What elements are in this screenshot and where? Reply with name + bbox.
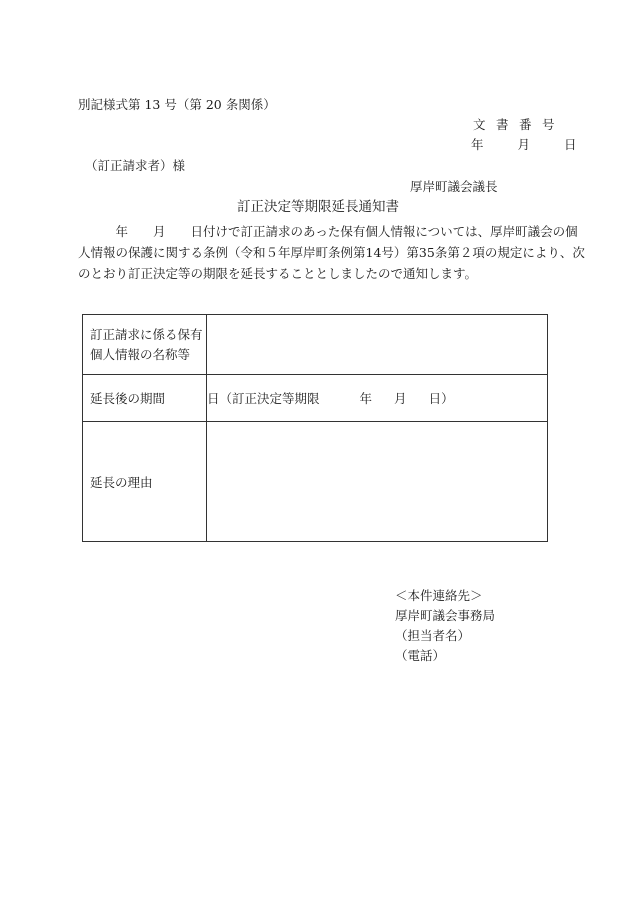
table-row-info-name: [83, 315, 548, 375]
body-line: 人情報の保護に関する条例（令和５年厚岸町条例第14号）第35条第２項の規定により、次: [78, 245, 585, 260]
issue-date-month: 月: [517, 137, 530, 152]
period-day: 日: [207, 391, 220, 406]
contact-heading: ＜本件連絡先＞: [395, 588, 483, 603]
issue-date-day: 日: [563, 137, 577, 152]
period-year: 年: [359, 391, 373, 406]
body-line: 年 月 日付けで訂正請求のあった保有個人情報については、厚岸町議会の個: [78, 224, 578, 239]
table-row-reason: [83, 422, 548, 542]
contact-block: [395, 586, 495, 666]
table-row-extended-period: [83, 375, 548, 422]
body-text: [78, 221, 585, 284]
contact-phone: （電話）: [395, 648, 446, 663]
reason-value: [207, 422, 548, 542]
contact-office: 厚岸町議会事務局: [395, 608, 496, 623]
period-deadline-label: （訂正決定等期限: [219, 391, 320, 406]
document-title: 訂正決定等期限延長通知書: [237, 199, 399, 215]
period-end: 日）: [428, 391, 454, 406]
extended-period-value: [207, 375, 548, 422]
extended-period-label: 延長後の期間: [83, 375, 207, 422]
issue-date: [471, 139, 576, 152]
info-name-value: [207, 315, 548, 375]
reason-label: 延長の理由: [83, 422, 207, 542]
period-month: 月: [394, 391, 407, 406]
info-name-label-line1: 訂正請求に係る保有: [90, 326, 203, 342]
contact-person: （担当者名）: [395, 628, 471, 643]
form-number: 別記様式第 13 号（第 20 条関係）: [78, 97, 276, 112]
sender: 厚岸町議会議長: [410, 179, 498, 194]
body-line: のとおり訂正決定等の期限を延長することとしましたので通知します。: [78, 266, 478, 281]
info-table: [82, 314, 548, 542]
info-name-label-line2: 個人情報の名称等: [90, 346, 191, 362]
issue-date-year: 年: [471, 137, 484, 152]
document-number-label: 文書番号: [473, 117, 566, 132]
addressee: （訂正請求者）様: [85, 158, 186, 173]
info-name-label: [83, 315, 207, 375]
